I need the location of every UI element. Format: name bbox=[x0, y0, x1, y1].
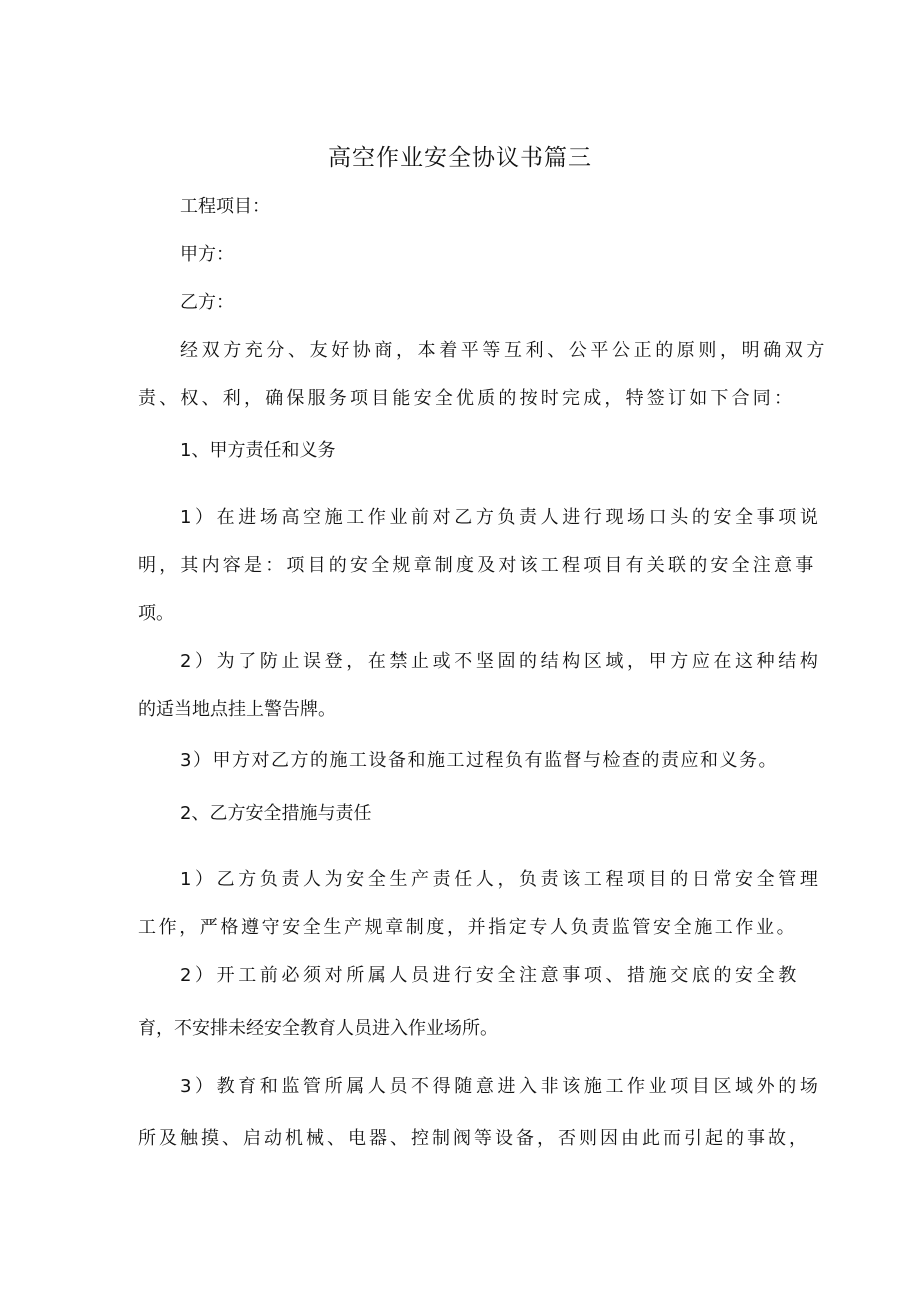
s2-item2-line-1: 2）开工前必须对所属人员进行安全注意事项、措施交底的安全教 bbox=[180, 965, 800, 986]
s2-item3-line-1: 3）教育和监管所属人员不得随意进入非该施工作业项目区域外的场 bbox=[180, 1076, 822, 1097]
s1-item1-line-2: 明，其内容是：项目的安全规章制度及对该工程项目有关联的安全注意事 bbox=[138, 555, 817, 576]
s2-item2-line-2: 育，不安排未经安全教育人员进入作业场所。 bbox=[138, 1018, 498, 1039]
intro-line-2: 责、权、利，确保服务项目能安全优质的按时完成，特签订如下合同： bbox=[138, 388, 796, 409]
s1-item3-line-1: 3）甲方对乙方的施工设备和施工过程负有监督与检查的责应和义务。 bbox=[180, 750, 778, 771]
s1-item2-line-2: 的适当地点挂上警告牌。 bbox=[138, 699, 336, 720]
party-a-label: 甲方： bbox=[180, 244, 234, 265]
s1-item2-line-1: 2）为了防止误登，在禁止或不坚固的结构区域，甲方应在这种结构 bbox=[180, 651, 822, 672]
s2-item3-line-2: 所及触摸、启动机械、电器、控制阀等设备，否则因由此而引起的事故， bbox=[138, 1128, 810, 1149]
s1-item1-line-3: 项。 bbox=[138, 603, 174, 624]
project-label: 工程项目： bbox=[180, 196, 270, 217]
document-title: 高空作业安全协议书篇三 bbox=[328, 145, 592, 171]
party-b-label: 乙方： bbox=[180, 292, 234, 313]
intro-line-1: 经双方充分、友好协商，本着平等互利、公平公正的原则，明确双方 bbox=[180, 340, 828, 361]
section-1-heading: 1、甲方责任和义务 bbox=[180, 440, 336, 461]
s2-item1-line-2: 工作，严格遵守安全生产规章制度，并指定专人负责监管安全施工作业。 bbox=[138, 917, 798, 938]
s2-item1-line-1: 1）乙方负责人为安全生产责任人，负责该工程项目的日常安全管理 bbox=[180, 869, 822, 890]
section-2-heading: 2、乙方安全措施与责任 bbox=[180, 803, 372, 824]
s1-item1-line-1: 1）在进场高空施工作业前对乙方负责人进行现场口头的安全事项说 bbox=[180, 507, 822, 528]
